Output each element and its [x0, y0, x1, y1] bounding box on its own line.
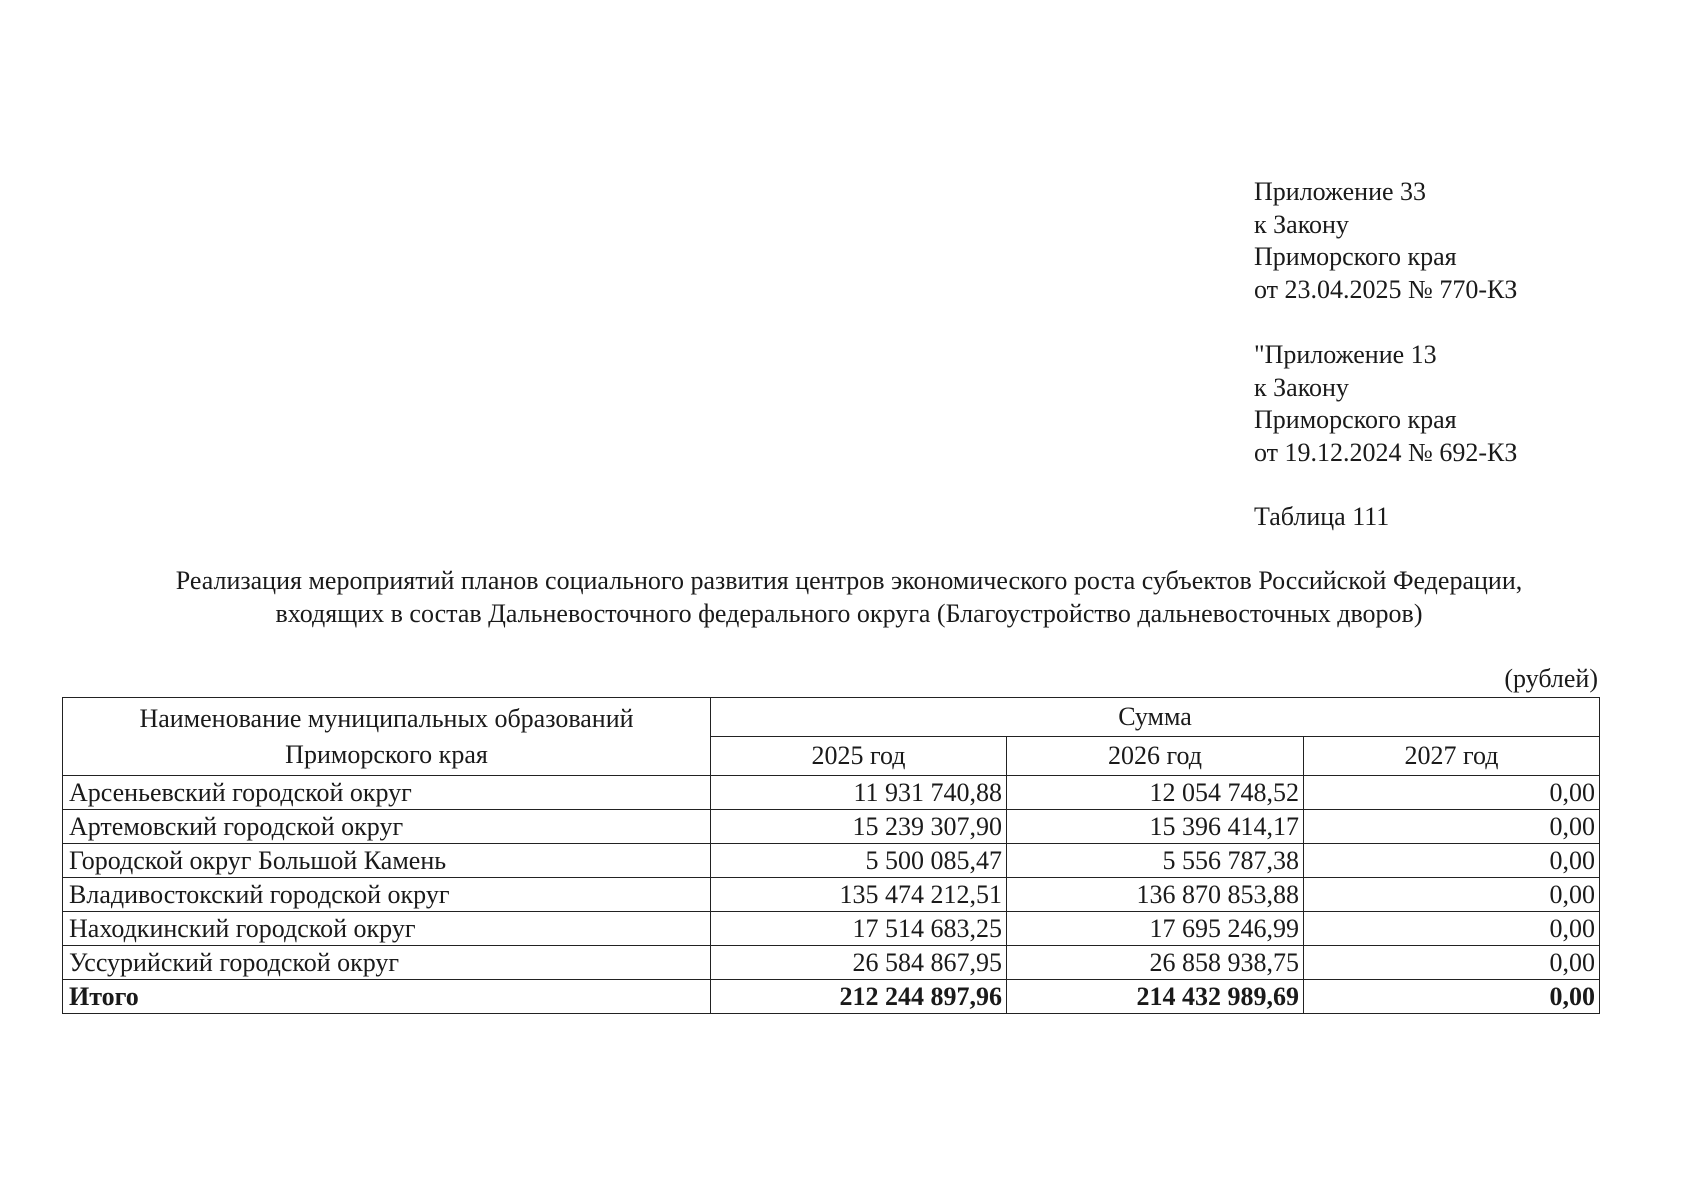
amount-2027: 0,00 [1304, 810, 1600, 844]
budget-table [62, 697, 1600, 1014]
amount-2025: 17 514 683,25 [711, 912, 1007, 946]
appendix-original-line4: от 19.12.2024 № 692-КЗ [1254, 437, 1518, 467]
amount-2025: 15 239 307,90 [711, 810, 1007, 844]
amount-2026: 15 396 414,17 [1007, 810, 1304, 844]
municipality-name: Арсеньевский городской округ [63, 776, 711, 810]
amount-2025: 135 474 212,51 [711, 878, 1007, 912]
appendix-current-line1: Приложение 33 [1254, 177, 1427, 206]
table-row [63, 844, 1600, 878]
total-2027: 0,00 [1304, 980, 1600, 1014]
table-row [63, 912, 1600, 946]
amount-2027: 0,00 [1304, 776, 1600, 810]
appendix-original-line1: "Приложение 13 [1254, 340, 1437, 369]
total-2026: 214 432 989,69 [1007, 980, 1304, 1014]
header-year-2027: 2027 год [1304, 737, 1600, 776]
amount-2027: 0,00 [1304, 912, 1600, 946]
amount-2027: 0,00 [1304, 844, 1600, 878]
amount-2026: 26 858 938,75 [1007, 946, 1304, 980]
appendix-original-header [1254, 339, 1517, 469]
header-year-2025: 2025 год [711, 737, 1007, 776]
table-number: Таблица 111 [1254, 502, 1390, 531]
table-row [63, 776, 1600, 810]
appendix-original-line3: Приморского края [1254, 405, 1457, 434]
municipality-name: Находкинский городской округ [63, 912, 711, 946]
amount-2027: 0,00 [1304, 946, 1600, 980]
document-title [0, 564, 1698, 630]
appendix-original-line2: к Закону [1254, 372, 1349, 402]
table-row [63, 878, 1600, 912]
amount-2027: 0,00 [1304, 878, 1600, 912]
municipality-name: Уссурийский городской округ [63, 946, 711, 980]
header-municipality: Наименование муниципальных образований Приморского края [63, 698, 711, 776]
amount-2025: 26 584 867,95 [711, 946, 1007, 980]
units-label: (рублей) [1504, 664, 1598, 693]
document-title-line2: входящих в состав Дальневосточного федерального округа (Благоустройство дальневосточных дворов) [275, 599, 1423, 628]
municipality-name: Городской округ Большой Камень [63, 844, 711, 878]
appendix-current-line4: от 23.04.2025 № 770-КЗ [1254, 274, 1518, 304]
municipality-name: Владивостокский городской округ [63, 878, 711, 912]
total-2025: 212 244 897,96 [711, 980, 1007, 1014]
total-label: Итого [63, 980, 711, 1014]
amount-2026: 5 556 787,38 [1007, 844, 1304, 878]
table-row [63, 810, 1600, 844]
municipality-name: Артемовский городской округ [63, 810, 711, 844]
total-row [63, 980, 1600, 1014]
appendix-current-line2: к Закону [1254, 209, 1349, 239]
header-year-2026: 2026 год [1007, 737, 1304, 776]
header-sum: Сумма [711, 698, 1600, 737]
amount-2025: 11 931 740,88 [711, 776, 1007, 810]
amount-2026: 17 695 246,99 [1007, 912, 1304, 946]
document-title-line1: Реализация мероприятий планов социального развития центров экономического роста субъектов Российской Федерации, [175, 566, 1523, 595]
amount-2026: 12 054 748,52 [1007, 776, 1304, 810]
appendix-current-line3: Приморского края [1254, 242, 1457, 271]
amount-2026: 136 870 853,88 [1007, 878, 1304, 912]
amount-2025: 5 500 085,47 [711, 844, 1007, 878]
table-row [63, 946, 1600, 980]
appendix-current-header [1254, 176, 1517, 306]
